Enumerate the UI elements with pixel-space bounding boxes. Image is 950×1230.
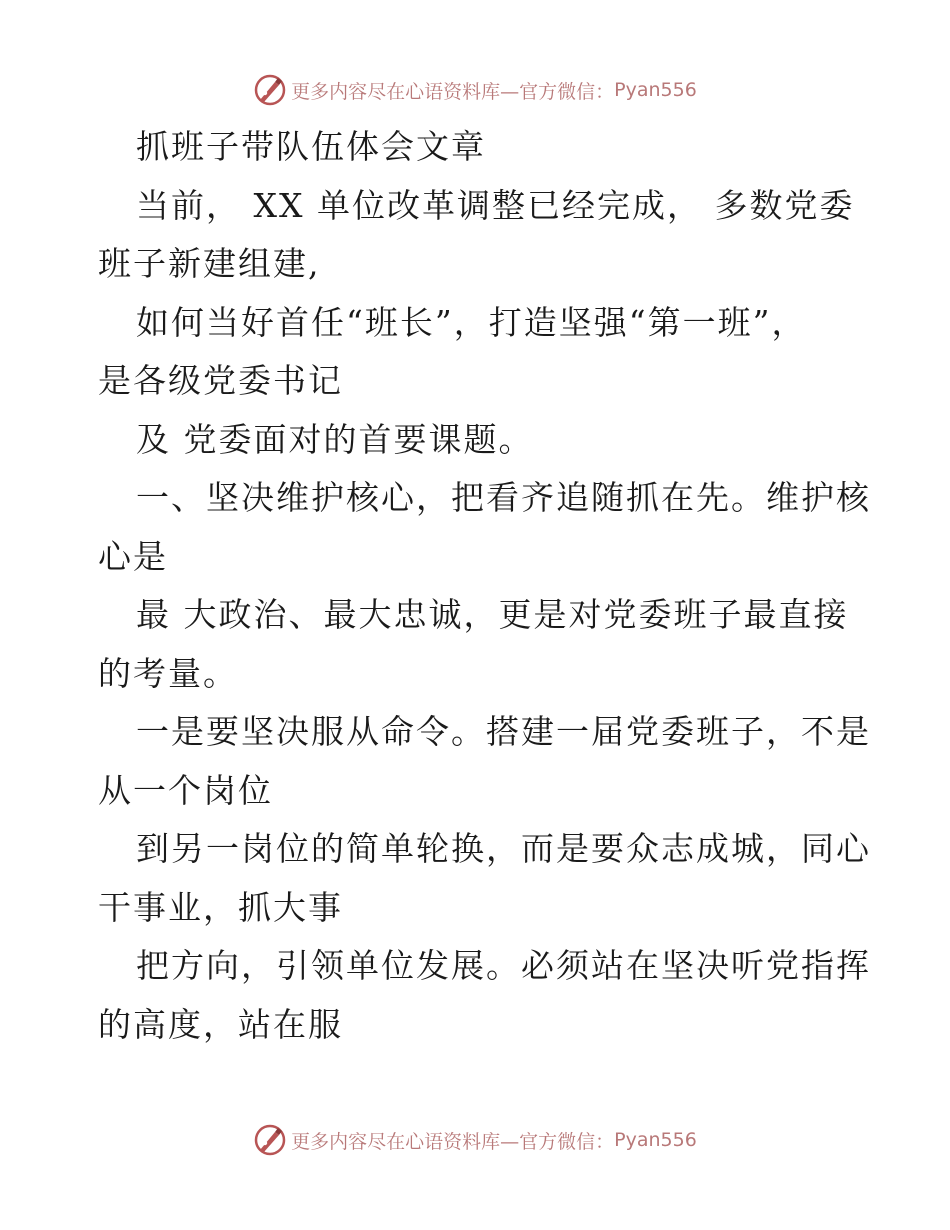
watermark-wechat-id: Pyan556 [614, 1129, 697, 1151]
document-line: 到另一岗位的简单轮换，而是要众志成城，同心 [136, 829, 871, 868]
document-line: 一、坚决维护核心，把看齐追随抓在先。维护核 [136, 478, 871, 517]
document-line: 抓班子带队伍体会文章 [136, 127, 486, 166]
document-line: 班子新建组建, [98, 244, 321, 283]
document-line: 心是 [98, 536, 168, 576]
document-line: 的考量。 [98, 653, 238, 693]
pen-circle-logo-icon [253, 1123, 287, 1157]
document-line: 的高度，站在服 [98, 1004, 343, 1044]
document-line: 最 大政治、最大忠诚，更是对党委班子最直接 [136, 595, 849, 634]
document-line: 当前， XX 单位改革调整已经完成， 多数党委 [136, 185, 855, 225]
document-line: 如何当好首任“班长”，打造坚强“第一班”， [136, 302, 807, 342]
document-line: 从一个岗位 [98, 770, 273, 810]
document-line: 是各级党委书记 [98, 361, 343, 400]
document-line: 干事业，抓大事 [98, 887, 343, 927]
footer-watermark [0, 1120, 950, 1160]
document-line: 把方向，引领单位发展。必须站在坚决听党指挥 [136, 946, 871, 985]
watermark-wechat-id: Pyan556 [614, 79, 697, 101]
document-line: 一是要坚决服从命令。搭建一届党委班子，不是 [136, 712, 871, 751]
document-line: 及 党委面对的首要课题。 [136, 419, 534, 459]
pen-circle-logo-icon [253, 73, 287, 107]
watermark-text: 更多内容尽在心语资料库—官方微信： [291, 80, 615, 103]
header-watermark [0, 70, 950, 110]
watermark-text: 更多内容尽在心语资料库—官方微信： [291, 1130, 615, 1153]
document-body [98, 118, 871, 1054]
